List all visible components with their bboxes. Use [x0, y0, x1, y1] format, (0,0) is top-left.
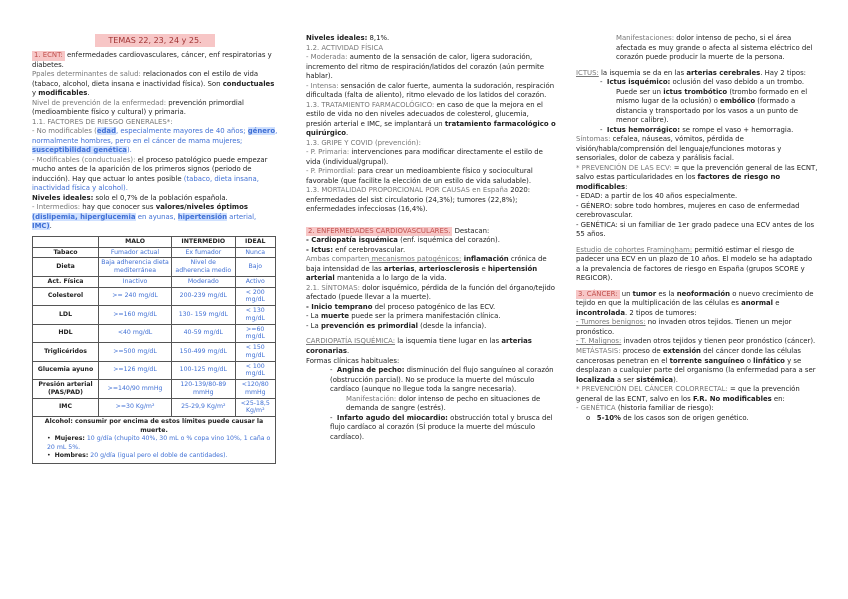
malo-cell: >=30 Kg/m² — [99, 398, 172, 417]
hemorragico-text: se rompe el vaso + hemorragia. — [680, 125, 794, 134]
hipertension-term: hipertensión — [177, 212, 227, 221]
muerte-prefix: - La — [306, 312, 321, 321]
metastasis-label: METÁSTASIS: — [576, 346, 621, 355]
table-row — [33, 324, 276, 343]
mujeres-text: 10 g/día (chupito 40%, 30 mL o % copa vino 10%, 1 caña o 20 mL 5%. — [47, 435, 271, 451]
factores-heading: 1.1. FACTORES DE RIESGO GENERALES*: — [32, 117, 173, 126]
arteriosclerosis-term: arteriosclerosis — [418, 264, 480, 273]
sintomas-paragraph — [306, 284, 556, 303]
cancer-t5: . 2 tipos de tumores: — [625, 308, 697, 317]
ambas-text4: mantenida a lo largo de la vida. — [334, 274, 447, 283]
table-row — [33, 258, 276, 277]
prevencion-ecv-paragraph — [576, 164, 818, 193]
ideal-cell: < 150 mg/dL — [235, 343, 275, 362]
meta-end: ). — [673, 375, 678, 384]
malignos-text: invaden otros tejidos y tienen peor pronóstico (cáncer). — [621, 337, 816, 346]
intermedio-cell: 120-139/80-89 mmHg — [172, 380, 235, 399]
muerte-term: muerte — [320, 312, 350, 321]
ictus-heading: ICTUS: — [576, 68, 599, 77]
gripe-heading: 1.3. GRIPE Y COVID (prevención): — [306, 138, 421, 147]
cancer-t3: o nuevo crecimiento de tejido en que la multiplicación de las células es — [576, 289, 814, 308]
ictus-line — [306, 246, 556, 256]
alcohol-note — [32, 417, 276, 464]
niveles-ideales-line — [306, 34, 556, 44]
linfatico-term: linfático — [753, 356, 785, 365]
table-row — [33, 287, 276, 306]
percentage-value: 5-10% — [596, 413, 621, 422]
sintomas-text: cefalea, náuseas, vómitos, pérdida de visión/habla/comprensión del lenguaje/funciones motoras y sensoriales, dolor de cabeza y parálisis facial. — [576, 135, 782, 163]
isquemico-text: oclusión del vaso debido a un trombo. — [670, 78, 805, 87]
torrente-term: torrente sanguíneo — [669, 356, 745, 365]
fr-no-modificables-term: F.R. No modificables — [692, 394, 772, 403]
cardiopatia-term: - Cardiopatía isquémica — [306, 236, 398, 245]
ci-text: la isquemia tiene lugar en las — [395, 337, 502, 346]
ideal-cell: <25-18,5 Kg/m² — [235, 398, 275, 417]
intermedios-paragraph — [32, 203, 278, 213]
inflamacion-term: inflamación — [461, 255, 509, 264]
niveles-text: solo el 0,7% de la población española. — [93, 193, 228, 202]
infarto-term: Infarto agudo del miocardio: — [336, 413, 448, 422]
anormal-term: anormal — [741, 299, 774, 308]
genetica-bullet: o 5-10% de los casos son de origen genético. — [586, 413, 749, 422]
conjunction: e — [479, 264, 488, 273]
cardiopatia-text: (enf. isquémica del corazón). — [397, 236, 500, 245]
cancer-t2: es la — [656, 289, 677, 298]
right-column — [576, 34, 818, 423]
prevencion-term: prevención es primordial — [320, 321, 418, 330]
factores-no-modificables-term: factores de riesgo no modificables — [576, 173, 781, 191]
row-label: IMC — [33, 398, 99, 417]
ideal-cell: Bajo — [235, 258, 275, 277]
row-label: LDL — [33, 306, 99, 325]
intermedio-cell: 130- 159 mg/dL — [172, 306, 235, 325]
colorrectal-end: en: — [771, 394, 785, 403]
genetica-heading: - GENÉTICA — [576, 404, 616, 413]
ci-paragraph — [306, 337, 556, 356]
hemorragico-term: Ictus hemorrágico: — [606, 125, 681, 134]
prevencion-ecv-text: = que la prevención general de las ECNT, salvo estas particularidades en los — [576, 163, 818, 182]
table-row — [33, 380, 276, 399]
intermedio-cell: 100-125 mg/dL — [172, 361, 235, 380]
intermedios-text: hay que conocer sus — [80, 203, 156, 212]
bullet-text: de los casos son de origen genético. — [620, 413, 749, 422]
mortalidad-paragraph — [306, 186, 556, 215]
ideal-cell: < 100 mg/dL — [235, 361, 275, 380]
table-header-cell: IDEAL — [235, 236, 275, 247]
meta-t3: o — [744, 356, 754, 365]
formas-heading: Formas clínicas habituales: — [306, 356, 400, 365]
localizada-term: localizada — [576, 375, 615, 384]
nivel-label: Nivel de prevención de la enfermedad: — [32, 98, 167, 107]
susceptibilidad-term: susceptibilidad genética — [32, 146, 127, 155]
ambas-text: crónica de baja intensidad de las — [306, 255, 547, 273]
table-row — [33, 276, 276, 287]
mujeres-label: Mujeres: — [54, 435, 85, 443]
niveles-ideales-label: Niveles ideales: — [306, 34, 368, 42]
primaria-paragraph — [306, 148, 556, 167]
ci-heading: CARDIOPATÍA ISQUÉMICA: — [306, 337, 396, 346]
table-row — [33, 398, 276, 417]
muerte-line — [306, 312, 556, 322]
nivel-text: prevención primordial (medioambiente físico y cultural) y primaria. — [32, 98, 244, 117]
benignos-item — [576, 318, 818, 337]
manifestaciones-label: Manifestaciones: — [616, 34, 675, 42]
manifestacion-label: Manifestación: — [346, 394, 397, 403]
tratamiento-paragraph — [306, 101, 556, 139]
infarto-text: obstrucción total y brusca del flujo cardíaco al corazón (SÍ produce la muerte del músculo cardíaco). — [330, 413, 553, 441]
ideal-cell: < 200 mg/dL — [235, 287, 275, 306]
hipertension-term: hipertensión arterial — [306, 264, 538, 283]
intermedios-l2-text: en ayunas, — [135, 212, 178, 221]
sistemica-term: sistémica — [636, 375, 674, 384]
ideal-cell: <120/80 mmHg — [235, 380, 275, 399]
imc-term: IMC) — [32, 222, 50, 231]
moderada-label: - Moderada: — [306, 53, 348, 62]
inicio-term: - Inicio temprano — [306, 302, 373, 311]
nomod-label: - No modificables ( — [32, 127, 97, 136]
malo-cell: >=500 mg/dL — [99, 343, 172, 362]
hombres-label: Hombres: — [54, 452, 89, 460]
primordial-paragraph — [306, 167, 556, 186]
period: . — [87, 89, 90, 98]
cancer-t4: e — [773, 299, 780, 308]
mortalidad-heading: 1.3. MORTALIDAD PROPORCIONAL POR CAUSAS en España — [306, 186, 509, 195]
alcohol-hombres: • Hombres: 20 g/día (igual pero el doble de cantidades). — [47, 452, 228, 460]
modificables-term: modificables — [38, 89, 88, 98]
comma: , — [414, 264, 419, 273]
incontrolada-term: incontrolada — [576, 308, 626, 317]
extension-term: extensión — [662, 346, 701, 355]
alcohol-title: Alcohol: consumir por encima de estos límites puede causar la muerte. — [44, 418, 264, 434]
moderada-paragraph — [306, 53, 556, 82]
benignos-text: no invaden otros tejidos. Tienen un mejor pronóstico. — [576, 318, 792, 336]
trombotico-item — [576, 88, 818, 126]
ictus-term: - Ictus: — [306, 245, 333, 254]
determinantes-text: relacionados con el estilo de vida (tabaco, alcohol, dieta insana e inactividad física). Son — [32, 70, 259, 88]
nomod-text2: , normalmente hombres, pero en el cáncer de mama mujeres; — [32, 127, 278, 145]
determinantes-paragraph — [32, 70, 278, 99]
intermedio-cell: 25-29,9 Kg/m² — [172, 398, 235, 417]
coronarias-term: arterias coronarias — [306, 337, 532, 355]
intermedio-cell: 200-239 mg/dL — [172, 287, 235, 306]
malo-cell: Inactivo — [99, 276, 172, 287]
row-label: Triglicéridos — [33, 343, 99, 362]
neoformacion-term: neoformación — [676, 289, 731, 298]
angina-item: - Angina de pecho: disminución del flujo sanguíneo al corazón (obstrucción parcial). No se produce la muerte del músculo cardíaco (aunque no llegue toda la sangre necesaria). — [330, 366, 554, 394]
infarto-item: - Infarto agudo del miocardio: obstrucción total y brusca del flujo cardíaco al corazón (SÍ produce la muerte del músculo cardíaco). — [330, 413, 553, 441]
intermedios-l2-text2: arterial, — [226, 212, 257, 221]
ambas-paragraph — [306, 255, 556, 284]
prevencion-ecv-heading: * PREVENCIÓN DE LAS ECV: — [576, 163, 672, 172]
trombotico-text: (trombo formado en el mismo lugar de la oclusión) o — [616, 87, 808, 106]
sintomas-label: Síntomas: — [576, 135, 611, 144]
malo-cell: >=140/90 mmHg — [99, 380, 172, 399]
framingham-paragraph — [576, 246, 818, 284]
meta-t5: a ser — [614, 375, 637, 384]
colon: : — [625, 182, 628, 191]
left-column — [32, 34, 278, 464]
valores-optimos-term: valores/niveles óptimos — [155, 203, 248, 212]
row-label: HDL — [33, 324, 99, 343]
intermedios-line2 — [32, 213, 278, 223]
table-header-row — [33, 236, 276, 247]
edad-term: edad — [96, 127, 117, 136]
table-header-cell: INTERMEDIO — [172, 236, 235, 247]
ictus-end: . Hay 2 tipos: — [760, 68, 806, 77]
malo-cell: Fumador actual — [99, 247, 172, 258]
conductuales-term: conductuales — [222, 79, 275, 88]
intensa-paragraph — [306, 82, 556, 101]
dislipemia-term: (dislipemia, hiperglucemia — [32, 212, 136, 221]
intermedio-cell: Moderado — [172, 276, 235, 287]
conjunction: y — [32, 89, 39, 98]
inicio-text: del proceso patogénico de las ECV. — [372, 302, 496, 311]
ictus-text: la isquemia se da en las — [598, 68, 687, 77]
ecv-paragraph — [306, 227, 556, 237]
malignos-item — [576, 337, 818, 347]
malo-cell: <40 mg/dL — [99, 324, 172, 343]
hemorragico-item: - Ictus hemorrágico: se rompe el vaso + hemorragia. — [600, 125, 794, 134]
manifestacion-text: dolor intenso de pecho en situaciones de demanda de sangre (estrés). — [346, 394, 541, 413]
genero-term: género — [247, 127, 276, 136]
row-label: Act. Física — [33, 276, 99, 287]
cancer-paragraph — [576, 290, 818, 319]
table-row — [33, 343, 276, 362]
primaria-label: - P. Primaria: — [306, 148, 350, 157]
trombotico-prefix: Puede ser un — [616, 87, 664, 96]
niveles-label: Niveles ideales: — [32, 193, 94, 202]
table-header-cell — [33, 236, 99, 247]
intermedio-cell: Ex fumador — [172, 247, 235, 258]
tratamiento-text: en caso de que la mejora en el estilo de vida no den niveles adecuados de colesterol, glucemia, presión arterial e IMC, se implantará un — [306, 100, 543, 128]
intermedio-cell: Nivel de adherencia medio — [172, 258, 235, 277]
moderada-text: aumento de la sensación de calor, ligera sudoración, incremento del ritmo de respiración/latidos del corazón (aún permite hablar). — [306, 53, 544, 81]
no-modificables-paragraph — [32, 127, 278, 156]
ictus-text: enf cerebrovascular. — [332, 245, 406, 254]
malignos-label: - T. Malignos: — [576, 337, 622, 346]
benignos-label: - Tumores benignos: — [576, 318, 646, 327]
genetica-text: (historia familiar de riesgo): — [615, 404, 714, 413]
metastasis-paragraph — [576, 347, 818, 385]
intermedio-cell: 40-59 mg/dL — [172, 324, 235, 343]
arterias-term: arterias — [383, 264, 415, 273]
middle-column — [306, 34, 556, 442]
alcohol-mujeres: • Mujeres: 10 g/día (chupito 40%, 30 mL o % copa vino 10%, 1 caña o 20 mL 5%. — [47, 435, 271, 451]
intermedios-label: - Intermedios: — [32, 203, 81, 212]
meta-t1: proceso de — [620, 346, 663, 355]
isquemico-term: Ictus isquémico: — [606, 78, 671, 87]
embolico-term: embólico — [720, 97, 756, 106]
cancer-heading: 3. CÁNCER: — [578, 289, 618, 298]
row-label: Glucemia ayuno — [33, 361, 99, 380]
manifestacion-item — [306, 395, 556, 414]
nomod-text1: , especialmente mayores de 40 años; — [116, 127, 248, 136]
primordial-text: para crear un medioambiente físico y sociocultural favorable (que facilite la elección de un estilo de vida saludable). — [306, 167, 533, 185]
trombotico-term: ictus trombótico — [663, 87, 728, 96]
intermedio-cell: 150-499 mg/dL — [172, 343, 235, 362]
actividad-heading: 1.2. ACTIVIDAD FÍSICA — [306, 43, 384, 52]
framingham-heading: Estudio de cohortes Framingham: — [576, 245, 693, 254]
mod-label: - Modificables (conductuales): — [32, 155, 136, 164]
table-row — [33, 361, 276, 380]
prevencion-text: (desde la infancia). — [417, 321, 487, 330]
intermedios-line3 — [32, 222, 278, 232]
ictus-paragraph — [576, 69, 818, 79]
modificables-paragraph — [32, 156, 278, 194]
colorrectal-text: = que la prevención general de las ECNT, salvo en los — [576, 385, 800, 403]
table-row — [33, 306, 276, 325]
sintomas-paragraph — [576, 135, 818, 164]
period: . — [346, 129, 349, 138]
reference-table — [32, 236, 276, 417]
determinantes-label: Ppales determinantes de salud: — [32, 70, 141, 79]
malo-cell: >= 240 mg/dL — [99, 287, 172, 306]
meta-t4: y se desplazan a cualquier parte del organismo (la enfermedad para a ser — [576, 356, 816, 375]
nivel-paragraph — [32, 99, 278, 118]
ecnt-paragraph — [32, 51, 278, 70]
mod-examples: (tabaco, dieta insana, inactividad física y alcohol). — [32, 174, 259, 193]
ecv-destacan: Destacan: — [452, 226, 490, 235]
mortalidad-text: 2020: enfermedades del sist circulatorio (24,3%); tumores (22,8%); enfermedades infecciosas (16,4%). — [306, 186, 531, 214]
genetica-item: - GENÉTICA: si un familiar de 1er grado padece una ECV antes de los 55 años. — [576, 220, 815, 239]
muerte-text: puede ser la primera manifestación clínica. — [349, 312, 501, 321]
ecnt-text: enfermedades cardiovasculares, cáncer, enf respiratorias y diabetes. — [32, 51, 272, 69]
genero-item: - GÉNERO: sobre todo hombres, mujeres en caso de enfermedad cerebrovascular. — [576, 201, 800, 220]
arterias-cerebrales-term: arterias cerebrales — [686, 68, 761, 77]
malo-cell: >=160 mg/dL — [99, 306, 172, 325]
ideal-cell: Nunca — [235, 247, 275, 258]
angina-term: Angina de pecho: — [336, 366, 405, 375]
period: . — [347, 346, 350, 355]
manifestaciones-text: dolor intenso de pecho, si el área afectada es muy grande o afecta al sistema eléctrico del corazón puede producir la muerte de la persona. — [616, 34, 813, 62]
row-label: Presión arterial (PAS/PAD) — [33, 380, 99, 399]
malo-cell: Baja adherencia dieta mediterránea — [99, 258, 172, 277]
tumor-term: tumor — [632, 289, 657, 298]
sintomas-heading: 2.1. SÍNTOMAS: — [306, 283, 360, 292]
primaria-text: intervenciones para modificar directamente el estilo de vida (individual/grupal). — [306, 148, 543, 166]
mecanismos-term: mecanismos patogénicos: — [369, 255, 462, 264]
table-body — [33, 247, 276, 417]
ecnt-heading: 1. ECNT: — [34, 51, 63, 60]
prevencion-prefix: - La — [306, 321, 321, 330]
cancer-t1: un — [619, 289, 633, 298]
manifestaciones-item — [576, 34, 818, 63]
colorrectal-heading: * PREVENCIÓN DEL CÁNCER COLORRECTAL: — [576, 385, 728, 394]
hombres-text: 20 g/día (igual pero el doble de cantidades). — [90, 452, 228, 460]
mod-text: el proceso patológico puede empezar mucho antes de la aparición de los primeros signos (periodo de inducción). Hay que actuar lo antes posible — [32, 155, 268, 183]
table-row — [33, 247, 276, 258]
cardiopatia-line — [306, 236, 556, 246]
primordial-label: - P. Primordial: — [306, 167, 356, 176]
row-label: Tabaco — [33, 247, 99, 258]
intensa-text: sensación de calor fuerte, aumenta la sudoración, respiración dificultada (falta de aliento), ritmo elevado de los latidos del corazón. — [306, 81, 555, 100]
embolico-text: (formado a distancia y transportado por los vasos a un punto de menor calibre). — [616, 97, 798, 125]
angina-text: disminución del flujo sanguíneo al corazón (obstrucción parcial). No se produce la muerte del músculo cardíaco (aunque no llegue toda la sangre necesaria). — [330, 366, 554, 394]
malo-cell: >=126 mg/dL — [99, 361, 172, 380]
colorrectal-paragraph — [576, 385, 818, 404]
meta-t2: del cáncer donde las células cancerosas penetran en el — [576, 346, 802, 365]
sintomas-text: dolor isquémico, pérdida de la función del órgano/tejido afectado (puede llevar a la muerte). — [306, 283, 555, 302]
inicio-line — [306, 303, 556, 313]
nomod-end: ). — [126, 146, 132, 155]
isquemico-item: - Ictus isquémico: oclusión del vaso debido a un trombo. — [600, 78, 805, 87]
ideal-cell: < 130 mg/dL — [235, 306, 275, 325]
framingham-text: permitió estimar el riesgo de padecer una ECV en un plazo de 10 años. El modelo se ha adaptado a la prevalencia de factores de riesgo en España (grupos SCORE y REGICOR). — [576, 245, 813, 283]
row-label: Dieta — [33, 258, 99, 277]
prevencion-line — [306, 322, 556, 332]
edad-item: - EDAD: a partir de los 40 años especialmente. — [576, 192, 738, 201]
page-title: TEMAS 22, 23, 24 y 25. — [95, 34, 215, 47]
ideal-cell: >=60 mg/dL — [235, 324, 275, 343]
row-label: Colesterol — [33, 287, 99, 306]
genetica-line — [576, 404, 818, 414]
ecv-heading: 2. ENFERMEDADES CARDIOVASCULARES. — [308, 226, 451, 235]
niveles-ideales-value: 8,1%. — [367, 34, 390, 42]
niveles-paragraph — [32, 194, 278, 204]
ambas-label: Ambas comparten — [306, 255, 370, 264]
tratamiento-heading: 1.3. TRATAMIENTO FARMACOLÓGICO: — [306, 100, 435, 109]
table-header-cell: MALO — [99, 236, 172, 247]
tratamiento-term: tratamiento farmacológico o quirúrgico — [306, 119, 556, 138]
intermedios-l3-end: . — [49, 222, 52, 231]
intensa-label: - Intensa: — [306, 81, 339, 90]
ideal-cell: Activo — [235, 276, 275, 287]
